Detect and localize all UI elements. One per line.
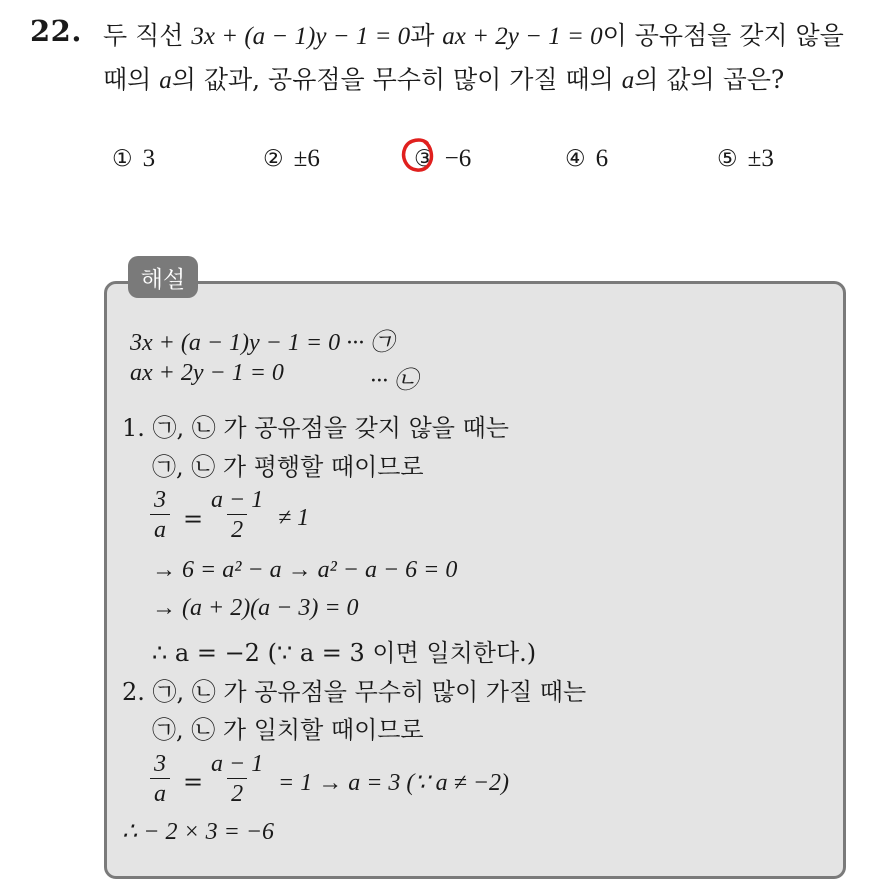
- line-equation-1: 3x + (a − 1)y − 1 = 0: [191, 23, 411, 50]
- question-line-2: 때의 a의 값과, 공유점을 무수히 많이 가질 때의 a의 값의 곱은?: [103, 65, 785, 94]
- choice-3[interactable]: ③ −6: [414, 145, 472, 172]
- answer-mark-circle: [401, 136, 435, 174]
- case1-fraction-tail: ≠ 1: [278, 505, 310, 531]
- final-answer: ∴ − 2 × 3 = −6: [122, 819, 275, 845]
- choice-1[interactable]: ① 3: [112, 145, 156, 172]
- system-equation-2: ax + 2y − 1 = 0: [130, 360, 284, 386]
- case1-condition: ㉠, ㉡ 가 평행할 때이므로: [152, 453, 424, 481]
- choice-5[interactable]: ⑤ ±3: [717, 145, 774, 172]
- solution-tag: 해설: [128, 256, 198, 298]
- case1-fraction-left: $\frac{3}{a}$: [150, 486, 170, 545]
- case2-fraction-left: $\frac{3}{a}$: [150, 750, 170, 809]
- choice-4[interactable]: ④ 6: [565, 145, 609, 172]
- case2-fraction-tail: = 1 → a = 3 (∵ a ≠ −2): [278, 770, 510, 796]
- case1-result: ∴ a = −2 (∵ a = 3 이면 일치한다.): [152, 639, 537, 667]
- question-number: 22.: [30, 14, 82, 48]
- case1-equals: =: [183, 505, 204, 533]
- system-equation-1: 3x + (a − 1)y − 1 = 0 ··· ㉠: [130, 330, 395, 356]
- line-equation-2: ax + 2y − 1 = 0: [442, 23, 603, 50]
- case2-heading: 2. ㉠, ㉡ 가 공유점을 무수히 많이 가질 때는: [122, 678, 587, 706]
- system-equation-2-ref: ··· ㉡: [370, 368, 418, 394]
- case2-equals: =: [183, 768, 204, 796]
- case2-fraction-right: $\frac{a - 1}{2}$: [211, 751, 264, 807]
- case1-heading: 1. ㉠, ㉡ 가 공유점을 갖지 않을 때는: [122, 414, 509, 442]
- case2-condition: ㉠, ㉡ 가 일치할 때이므로: [152, 716, 424, 744]
- question-line-1: 두 직선 3x + (a − 1)y − 1 = 0과 ax + 2y − 1 = 0이 공유점을 갖지 않을: [103, 21, 844, 50]
- case1-step2: → (a + 2)(a − 3) = 0: [152, 595, 359, 621]
- case1-fraction-right: $\frac{a - 1}{2}$: [211, 487, 264, 543]
- choice-2[interactable]: ② ±6: [263, 145, 320, 172]
- case1-step1: → 6 = a² − a → a² − a − 6 = 0: [152, 557, 458, 583]
